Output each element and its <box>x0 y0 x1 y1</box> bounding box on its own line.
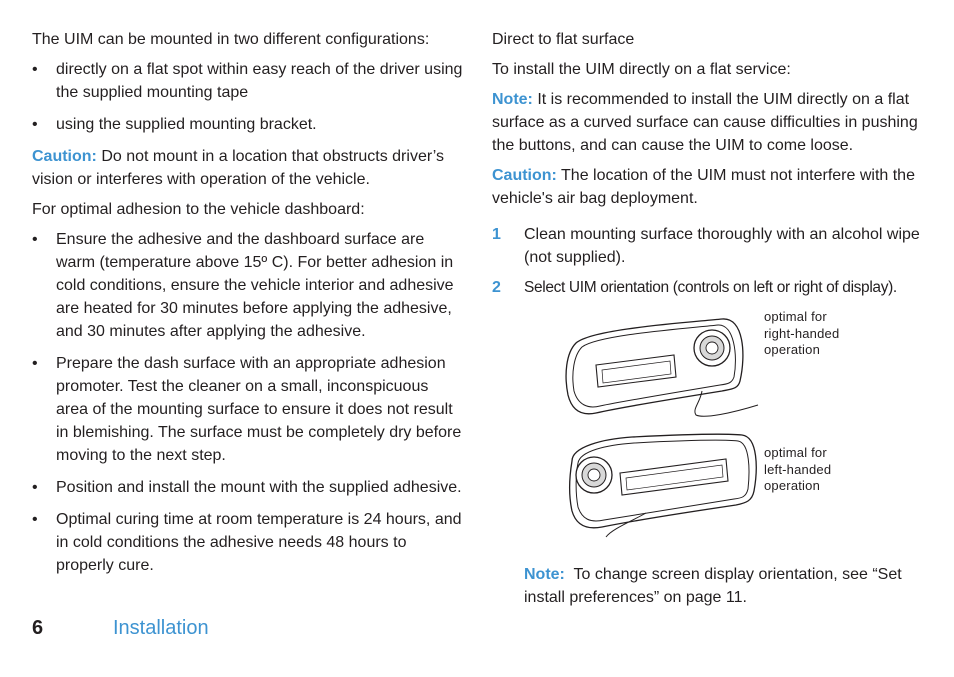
caution-paragraph: Caution: Do not mount in a location that obstructs driver’s vision or interferes with operation of the vehicle. <box>32 148 445 188</box>
caution-label: Caution: <box>32 148 97 165</box>
left-column <box>32 28 464 586</box>
caution-paragraph: Caution: The location of the UIM must not interfere with the vehicle's air bag deployment. <box>492 167 915 207</box>
caption-right-handed: optimal for right-handed operation <box>764 309 840 357</box>
caution-label: Caution: <box>492 167 557 184</box>
section-title: Installation <box>113 617 209 639</box>
list-item: • Position and install the mount with the supplied adhesive. <box>32 476 464 499</box>
step-item: 1 Clean mounting surface thoroughly with an alcohol wipe (not supplied). <box>492 223 932 269</box>
step-number: 2 <box>492 279 501 296</box>
config-list <box>32 58 464 136</box>
list-item: • Prepare the dash surface with an appropriate adhesion promoter. Test the cleaner on a small, inconspicuous area of the mounting surface to ensure it does not result in blemishing. The surface must be completely dry before moving to the next step. <box>32 352 464 467</box>
list-item: • using the supplied mounting bracket. <box>32 113 464 136</box>
uim-right-handed-illustration <box>562 315 762 423</box>
bullet: • <box>32 116 38 133</box>
note-label: Note: <box>492 91 533 108</box>
bullet: • <box>32 61 38 78</box>
mount-intro: The UIM can be mounted in two different configurations: <box>32 31 430 48</box>
list-item: • Ensure the adhesive and the dashboard surface are warm (temperature above 15º C). For better adhesion in cold conditions, ensure the vehicle interior and adhesive are heated for 30 minutes before applying the adhesive, and 30 minutes after applying the adhesive. <box>32 228 464 343</box>
adhesion-list <box>32 228 464 577</box>
note-display-orientation: Note: To change screen display orientation, see “Set install preferences” on page 11. <box>524 566 902 606</box>
orientation-figure <box>492 309 932 557</box>
bullet: • <box>32 355 38 372</box>
adhesion-intro: For optimal adhesion to the vehicle dashboard: <box>32 201 365 218</box>
note-label: Note: <box>524 566 565 583</box>
step-item: 2 Select UIM orientation (controls on left or right of display). <box>492 276 932 299</box>
step-number: 1 <box>492 226 501 243</box>
section-heading: Direct to flat surface <box>492 31 635 48</box>
steps-list <box>492 223 932 299</box>
uim-left-handed-illustration <box>562 429 762 539</box>
list-item: • Optimal curing time at room temperature is 24 hours, and in cold conditions the adhesive needs 48 hours to properly cure. <box>32 508 464 577</box>
caption-left-handed: optimal for left-handed operation <box>764 445 832 493</box>
right-column <box>492 28 932 609</box>
bullet: • <box>32 511 38 528</box>
install-intro: To install the UIM directly on a flat service: <box>492 61 791 78</box>
note-paragraph: Note: It is recommended to install the UIM directly on a flat surface as a curved surface can cause difficulties in pushing the buttons, and can cause the UIM to come loose. <box>492 91 918 154</box>
bullet: • <box>32 231 38 248</box>
bullet: • <box>32 479 38 496</box>
list-item: • directly on a flat spot within easy reach of the driver using the supplied mounting tape <box>32 58 464 104</box>
page-number: 6 <box>32 617 44 639</box>
